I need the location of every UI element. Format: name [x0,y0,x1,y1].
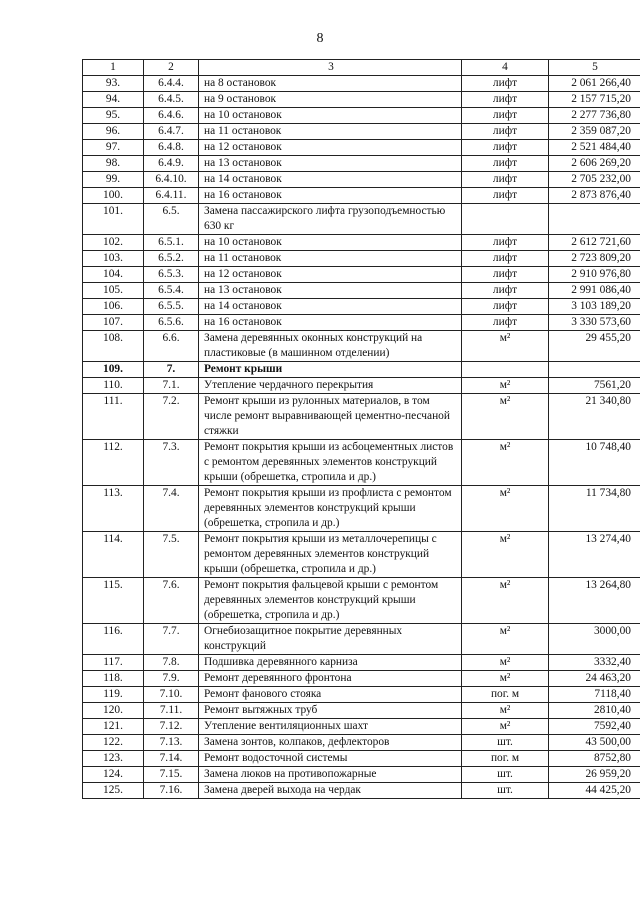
row-name: Замена дверей выхода на чердак [199,783,462,799]
row-code: 7.1. [144,378,199,394]
row-name: на 13 остановок [199,283,462,299]
row-value: 3000,00 [549,624,640,655]
row-code: 6.4.4. [144,76,199,92]
row-unit: лифт [462,315,549,331]
table-row [83,204,640,235]
table-row [83,251,640,267]
row-code: 6.4.11. [144,188,199,204]
row-value: 13 264,80 [549,578,640,624]
row-unit: м² [462,378,549,394]
row-unit: лифт [462,235,549,251]
row-name: Ремонт фанового стояка [199,687,462,703]
row-unit: лифт [462,140,549,156]
table-row [83,299,640,315]
row-value: 10 748,40 [549,440,640,486]
row-number: 120. [83,703,144,719]
row-unit: м² [462,703,549,719]
row-number: 119. [83,687,144,703]
table-row [83,315,640,331]
header-col-3: 3 [199,60,462,76]
row-number: 98. [83,156,144,172]
row-value [549,362,640,378]
header-col-5: 5 [549,60,640,76]
row-number: 113. [83,486,144,532]
row-name: Ремонт покрытия фальцевой крыши с ремонтом деревянных элементов конструкций крыши (обрешетка, стропила и др.) [199,578,462,624]
row-number: 104. [83,267,144,283]
row-unit: лифт [462,172,549,188]
table-body [83,76,640,799]
row-number: 114. [83,532,144,578]
row-code: 7.16. [144,783,199,799]
row-number: 109. [83,362,144,378]
header-col-2: 2 [144,60,199,76]
row-unit: лифт [462,267,549,283]
row-number: 110. [83,378,144,394]
row-value: 21 340,80 [549,394,640,440]
table-header-row [83,60,640,76]
row-value: 24 463,20 [549,671,640,687]
row-code: 7.6. [144,578,199,624]
row-number: 94. [83,92,144,108]
row-name: на 16 остановок [199,315,462,331]
row-value [549,204,640,235]
row-name: Подшивка деревянного карниза [199,655,462,671]
table-row [83,486,640,532]
table-row [83,124,640,140]
row-number: 115. [83,578,144,624]
row-name: на 14 остановок [199,299,462,315]
row-number: 122. [83,735,144,751]
row-unit: м² [462,624,549,655]
row-code: 7.3. [144,440,199,486]
row-number: 116. [83,624,144,655]
page-number: 8 [316,31,324,46]
row-value: 2810,40 [549,703,640,719]
row-value: 43 500,00 [549,735,640,751]
row-code: 7.9. [144,671,199,687]
row-unit: м² [462,486,549,532]
table-row [83,578,640,624]
row-code: 7.10. [144,687,199,703]
row-code: 7.15. [144,767,199,783]
row-unit: м² [462,578,549,624]
row-unit: м² [462,719,549,735]
row-code: 6.6. [144,331,199,362]
row-unit: м² [462,532,549,578]
table-row [83,624,640,655]
row-code: 6.5.6. [144,315,199,331]
row-value: 3 103 189,20 [549,299,640,315]
row-name: Огнебиозащитное покрытие деревянных конструкций [199,624,462,655]
row-number: 93. [83,76,144,92]
table-row [83,378,640,394]
table-row [83,394,640,440]
table-row [83,172,640,188]
table-row [83,140,640,156]
row-value: 2 061 266,40 [549,76,640,92]
row-name: на 11 остановок [199,124,462,140]
row-number: 124. [83,767,144,783]
table-row [83,703,640,719]
row-name: Ремонт крыши [199,362,462,378]
row-code: 6.5.2. [144,251,199,267]
row-number: 121. [83,719,144,735]
row-unit: шт. [462,767,549,783]
row-unit: лифт [462,124,549,140]
row-code: 7.2. [144,394,199,440]
row-value: 7118,40 [549,687,640,703]
row-number: 112. [83,440,144,486]
row-unit: м² [462,440,549,486]
row-name: Замена деревянных оконных конструкций на пластиковые (в машинном отделении) [199,331,462,362]
row-unit: лифт [462,299,549,315]
row-unit: м² [462,394,549,440]
row-code: 6.4.7. [144,124,199,140]
row-unit: лифт [462,76,549,92]
row-value: 2 705 232,00 [549,172,640,188]
row-code: 6.4.6. [144,108,199,124]
row-number: 96. [83,124,144,140]
row-number: 107. [83,315,144,331]
table-row [83,362,640,378]
row-value: 26 959,20 [549,767,640,783]
row-value: 7592,40 [549,719,640,735]
row-code: 7.11. [144,703,199,719]
header-col-1: 1 [83,60,144,76]
table-row [83,719,640,735]
table-row [83,671,640,687]
row-name: Утепление вентиляционных шахт [199,719,462,735]
row-name: Ремонт покрытия крыши из асбоцементных листов с ремонтом деревянных элементов конструкций крыши (обрешетка, стропила и др.) [199,440,462,486]
table-row [83,783,640,799]
table-row [83,331,640,362]
row-name: на 13 остановок [199,156,462,172]
row-value: 3332,40 [549,655,640,671]
row-name: Замена зонтов, колпаков, дефлекторов [199,735,462,751]
row-name: на 12 остановок [199,140,462,156]
row-unit [462,204,549,235]
row-name: Ремонт крыши из рулонных материалов, в том числе ремонт выравнивающей цементно-песчаной стяжки [199,394,462,440]
row-name: на 10 остановок [199,108,462,124]
row-code: 6.5. [144,204,199,235]
row-unit: лифт [462,156,549,172]
row-number: 102. [83,235,144,251]
row-unit: м² [462,655,549,671]
row-unit: шт. [462,735,549,751]
row-value: 2 157 715,20 [549,92,640,108]
row-code: 6.5.1. [144,235,199,251]
row-name: на 12 остановок [199,267,462,283]
table-row [83,687,640,703]
row-unit: лифт [462,188,549,204]
table-row [83,735,640,751]
row-unit: м² [462,331,549,362]
price-table [82,59,640,799]
row-name: Утепление чердачного перекрытия [199,378,462,394]
table-row [83,267,640,283]
row-name: на 10 остановок [199,235,462,251]
row-code: 7.12. [144,719,199,735]
row-number: 106. [83,299,144,315]
row-number: 125. [83,783,144,799]
row-value: 2 723 809,20 [549,251,640,267]
row-value: 2 612 721,60 [549,235,640,251]
row-value: 2 606 269,20 [549,156,640,172]
row-code: 6.4.5. [144,92,199,108]
row-unit: лифт [462,108,549,124]
row-value: 2 991 086,40 [549,283,640,299]
table-row [83,440,640,486]
table-row [83,751,640,767]
row-number: 108. [83,331,144,362]
row-value: 2 910 976,80 [549,267,640,283]
row-code: 6.5.5. [144,299,199,315]
row-number: 99. [83,172,144,188]
row-code: 6.4.9. [144,156,199,172]
row-number: 97. [83,140,144,156]
row-code: 6.4.10. [144,172,199,188]
row-unit: лифт [462,251,549,267]
table-row [83,108,640,124]
table-row [83,156,640,172]
row-name: Ремонт покрытия крыши из металлочерепицы с ремонтом деревянных элементов конструкций крыши (обрешетка, стропила и др.) [199,532,462,578]
row-code: 7.7. [144,624,199,655]
row-number: 117. [83,655,144,671]
row-number: 100. [83,188,144,204]
table-row [83,767,640,783]
row-code: 7.4. [144,486,199,532]
row-unit: пог. м [462,751,549,767]
row-name: на 9 остановок [199,92,462,108]
row-unit: м² [462,671,549,687]
row-number: 101. [83,204,144,235]
row-value: 44 425,20 [549,783,640,799]
table-row [83,532,640,578]
row-code: 7. [144,362,199,378]
table-row [83,235,640,251]
row-value: 29 455,20 [549,331,640,362]
row-number: 111. [83,394,144,440]
row-name: Замена пассажирского лифта грузоподъемностью 630 кг [199,204,462,235]
row-unit: лифт [462,92,549,108]
row-code: 7.5. [144,532,199,578]
row-number: 103. [83,251,144,267]
header-col-4: 4 [462,60,549,76]
row-value: 3 330 573,60 [549,315,640,331]
row-value: 8752,80 [549,751,640,767]
table-row [83,283,640,299]
row-code: 7.8. [144,655,199,671]
row-value: 13 274,40 [549,532,640,578]
table-row [83,188,640,204]
table-row [83,92,640,108]
row-code: 6.4.8. [144,140,199,156]
row-number: 123. [83,751,144,767]
row-value: 7561,20 [549,378,640,394]
row-number: 118. [83,671,144,687]
row-code: 7.13. [144,735,199,751]
row-name: Ремонт вытяжных труб [199,703,462,719]
row-value: 2 873 876,40 [549,188,640,204]
row-unit: шт. [462,783,549,799]
row-unit: лифт [462,283,549,299]
row-name: Ремонт деревянного фронтона [199,671,462,687]
row-code: 7.14. [144,751,199,767]
row-value: 2 521 484,40 [549,140,640,156]
row-number: 105. [83,283,144,299]
row-name: на 16 остановок [199,188,462,204]
row-name: на 11 остановок [199,251,462,267]
row-value: 2 277 736,80 [549,108,640,124]
table-row [83,655,640,671]
row-name: на 8 остановок [199,76,462,92]
row-name: Ремонт водосточной системы [199,751,462,767]
row-value: 2 359 087,20 [549,124,640,140]
row-name: на 14 остановок [199,172,462,188]
row-code: 6.5.4. [144,283,199,299]
table-row [83,76,640,92]
row-number: 95. [83,108,144,124]
row-name: Замена люков на противопожарные [199,767,462,783]
row-name: Ремонт покрытия крыши из профлиста с ремонтом деревянных элементов конструкций крыши (обрешетка, стропила и др.) [199,486,462,532]
row-unit: пог. м [462,687,549,703]
row-unit [462,362,549,378]
row-value: 11 734,80 [549,486,640,532]
row-code: 6.5.3. [144,267,199,283]
